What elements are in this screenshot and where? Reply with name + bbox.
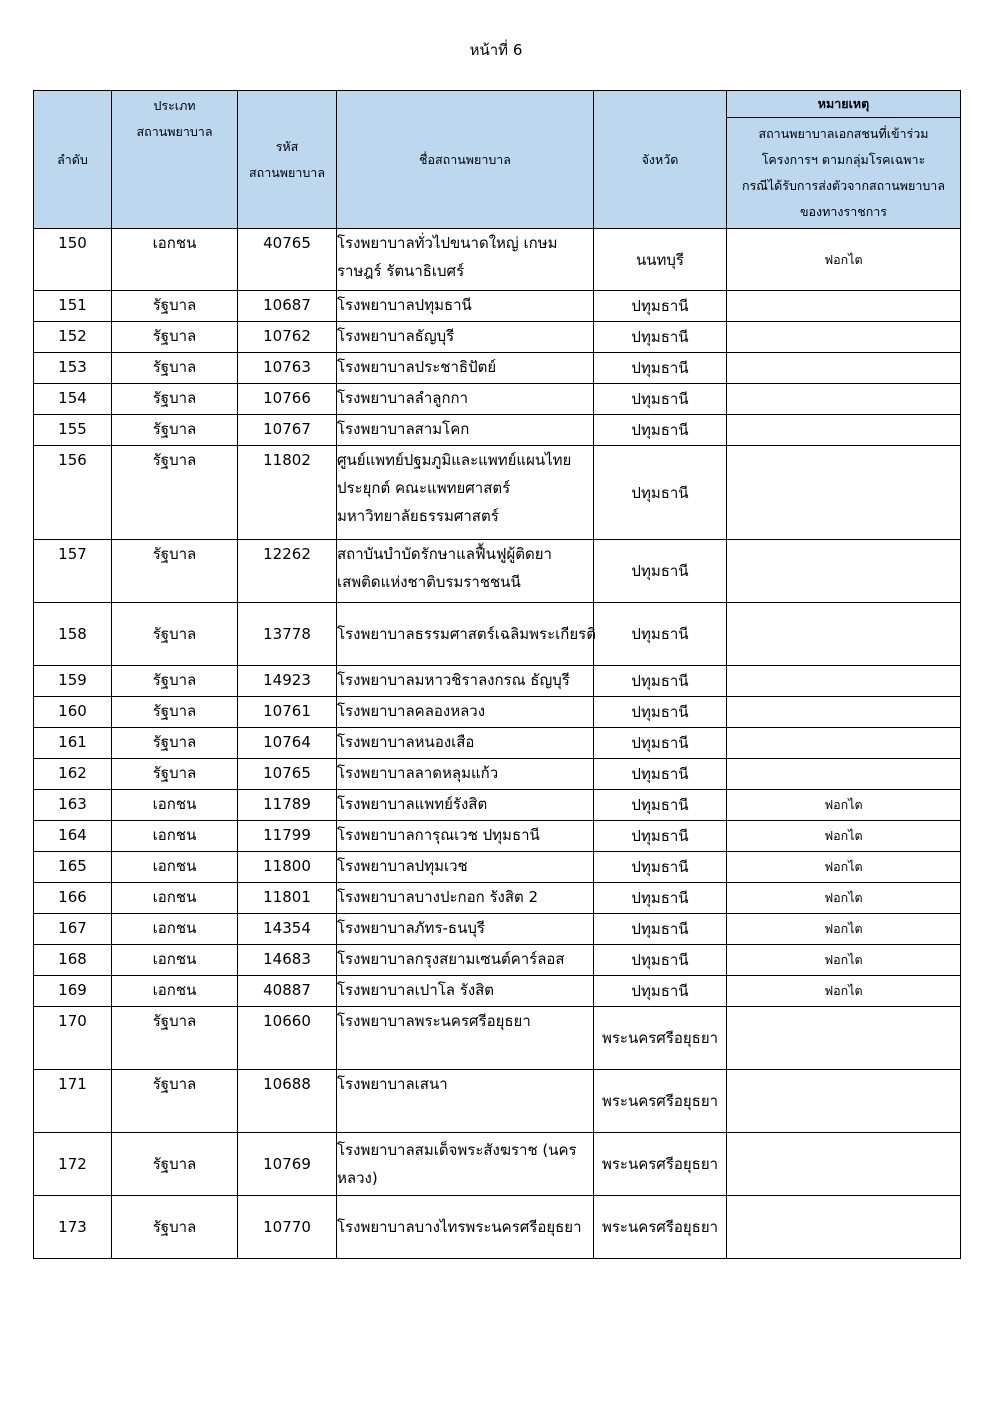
row-remark [727,1070,961,1133]
row-hospital-name-line: โรงพยาบาลปทุมธานี [337,296,472,314]
row-seq: 173 [34,1196,112,1259]
row-hospital-name-line: โรงพยาบาลแพทย์รังสิต [337,795,488,813]
row-hospital-name-line: ศูนย์แพทย์ปฐมภูมิและแพทย์แผนไทย [337,451,572,469]
row-type: รัฐบาล [112,759,238,790]
row-hospital-name [337,976,594,1007]
row-type: เอกชน [112,790,238,821]
row-code: 10763 [238,353,337,384]
row-remark [727,1007,961,1070]
row-seq: 168 [34,945,112,976]
row-hospital-name-line: โรงพยาบาลลาดหลุมแก้ว [337,764,499,782]
row-hospital-name [337,1196,594,1259]
row-province: ปทุมธานี [594,353,727,384]
row-code: 10766 [238,384,337,415]
page-title: หน้าที่ 6 [469,41,523,59]
row-remark [727,1133,961,1196]
header-type [112,91,238,229]
row-remark [727,759,961,790]
row-hospital-name [337,291,594,322]
row-seq: 155 [34,415,112,446]
row-code: 10764 [238,728,337,759]
table-row [34,852,961,883]
table-row [34,666,961,697]
row-type: รัฐบาล [112,697,238,728]
row-seq: 171 [34,1070,112,1133]
row-hospital-name-line: มหาวิทยาลัยธรรมศาสตร์ [337,507,499,525]
row-province: ปทุมธานี [594,540,727,603]
row-seq: 153 [34,353,112,384]
row-province: ปทุมธานี [594,697,727,728]
row-hospital-name [337,914,594,945]
row-province: ปทุมธานี [594,976,727,1007]
row-remark: ฟอกไต [727,976,961,1007]
row-code: 11801 [238,883,337,914]
row-seq: 154 [34,384,112,415]
header-remarks-sub-line2: โครงการฯ ตามกลุ่มโรคเฉพาะ [761,152,926,167]
row-province: ปทุมธานี [594,945,727,976]
row-seq: 165 [34,852,112,883]
table-row [34,945,961,976]
row-seq: 158 [34,603,112,666]
header-remarks-sub-line4: ของทางราชการ [799,204,888,219]
table-row [34,976,961,1007]
row-province: ปทุมธานี [594,446,727,540]
row-province: ปทุมธานี [594,322,727,353]
row-hospital-name-line: โรงพยาบาลลำลูกกา [337,389,469,407]
row-hospital-name-line: เสพติดแห่งชาติบรมราชชนนี [337,573,521,591]
row-remark: ฟอกไต [727,790,961,821]
row-code: 13778 [238,603,337,666]
row-hospital-name [337,415,594,446]
row-code: 10688 [238,1070,337,1133]
header-code-line1: รหัส [275,138,299,154]
row-code: 11800 [238,852,337,883]
row-hospital-name-line: โรงพยาบาลพระนครศรีอยุธยา [337,1012,531,1030]
row-code: 11799 [238,821,337,852]
table-row [34,1007,961,1070]
row-seq: 156 [34,446,112,540]
row-province: ปทุมธานี [594,914,727,945]
row-province: ปทุมธานี [594,790,727,821]
row-hospital-name [337,1007,594,1070]
row-code: 14923 [238,666,337,697]
row-seq: 172 [34,1133,112,1196]
row-type: รัฐบาล [112,353,238,384]
row-type: รัฐบาล [112,1133,238,1196]
table-row [34,1196,961,1259]
row-hospital-name [337,446,594,540]
row-type: รัฐบาล [112,540,238,603]
row-type: เอกชน [112,229,238,291]
row-hospital-name [337,883,594,914]
row-province: ปทุมธานี [594,821,727,852]
row-remark: ฟอกไต [727,914,961,945]
row-type: เอกชน [112,945,238,976]
row-hospital-name [337,759,594,790]
row-code: 11802 [238,446,337,540]
table-row [34,759,961,790]
row-code: 11789 [238,790,337,821]
row-type: รัฐบาล [112,322,238,353]
table-row [34,603,961,666]
row-province: พระนครศรีอยุธยา [594,1070,727,1133]
row-hospital-name [337,1070,594,1133]
row-seq: 166 [34,883,112,914]
row-type: รัฐบาล [112,1007,238,1070]
row-province: ปทุมธานี [594,666,727,697]
table-row [34,821,961,852]
table-row [34,1070,961,1133]
row-hospital-name-line: โรงพยาบาลปทุมเวช [337,857,468,875]
row-code: 10770 [238,1196,337,1259]
row-remark [727,291,961,322]
header-province: จังหวัด [594,91,727,229]
row-remark [727,415,961,446]
row-province: นนทบุรี [594,229,727,291]
row-seq: 170 [34,1007,112,1070]
row-code: 14354 [238,914,337,945]
row-remark [727,322,961,353]
row-code: 14683 [238,945,337,976]
row-code: 10767 [238,415,337,446]
row-type: รัฐบาล [112,1196,238,1259]
row-code: 12262 [238,540,337,603]
row-hospital-name-line: ราษฎร์ รัตนาธิเบศร์ [337,262,465,280]
row-hospital-name-line: โรงพยาบาลการุณเวช ปทุมธานี [337,826,540,844]
row-type: รัฐบาล [112,415,238,446]
row-hospital-name-line: โรงพยาบาลสามโคก [337,420,470,438]
row-hospital-name [337,728,594,759]
row-code: 10769 [238,1133,337,1196]
row-seq: 159 [34,666,112,697]
row-hospital-name [337,322,594,353]
row-remark: ฟอกไต [727,229,961,291]
row-type: เอกชน [112,852,238,883]
row-seq: 163 [34,790,112,821]
header-code-line2: สถานพยาบาล [249,164,325,180]
row-remark [727,1196,961,1259]
row-type: รัฐบาล [112,1070,238,1133]
row-hospital-name-line: โรงพยาบาลคลองหลวง [337,702,486,720]
row-type: เอกชน [112,883,238,914]
header-name: ชื่อสถานพยาบาล [337,91,594,229]
row-type: เอกชน [112,976,238,1007]
row-hospital-name [337,821,594,852]
row-hospital-name-line: สถาบันบำบัดรักษาแลฟื้นฟูผู้ติดยา [337,545,552,563]
row-province: พระนครศรีอยุธยา [594,1007,727,1070]
table-row [34,1133,961,1196]
row-code: 10660 [238,1007,337,1070]
row-hospital-name-line: หลวง) [337,1169,378,1187]
row-hospital-name [337,353,594,384]
row-hospital-name-line: โรงพยาบาลทั่วไปขนาดใหญ่ เกษม [337,234,558,252]
row-hospital-name-line: โรงพยาบาลเปาโล รังสิต [337,981,495,999]
row-province: ปทุมธานี [594,603,727,666]
row-hospital-name [337,697,594,728]
table-row [34,384,961,415]
row-seq: 161 [34,728,112,759]
row-seq: 169 [34,976,112,1007]
row-hospital-name [337,229,594,291]
row-hospital-name-line: โรงพยาบาลภัทร-ธนบุรี [337,919,485,937]
row-remark [727,540,961,603]
row-remark [727,697,961,728]
row-type: รัฐบาล [112,446,238,540]
table-row [34,322,961,353]
row-hospital-name-line: โรงพยาบาลกรุงสยามเซนต์คาร์ลอส [337,950,565,968]
row-province: พระนครศรีอยุธยา [594,1196,727,1259]
row-type: รัฐบาล [112,603,238,666]
row-remark [727,728,961,759]
header-seq: ลำดับ [34,91,112,229]
row-hospital-name-line: โรงพยาบาลธัญบุรี [337,327,455,345]
row-seq: 150 [34,229,112,291]
hospital-table [33,90,961,1259]
row-province: ปทุมธานี [594,883,727,914]
table-row [34,446,961,540]
row-type: เอกชน [112,821,238,852]
row-code: 40765 [238,229,337,291]
row-type: รัฐบาล [112,666,238,697]
row-hospital-name [337,852,594,883]
table-row [34,353,961,384]
row-hospital-name-line: ประยุกต์ คณะแพทยศาสตร์ [337,479,511,497]
row-remark [727,384,961,415]
header-remarks-sub [727,118,961,229]
table-row [34,790,961,821]
row-type: รัฐบาล [112,291,238,322]
header-type-line1: ประเภท [153,98,196,113]
row-province: ปทุมธานี [594,415,727,446]
row-hospital-name-line: โรงพยาบาลธรรมศาสตร์เฉลิมพระเกียรติ [337,625,596,643]
row-province: ปทุมธานี [594,291,727,322]
row-code: 10761 [238,697,337,728]
row-remark: ฟอกไต [727,821,961,852]
row-type: รัฐบาล [112,728,238,759]
row-hospital-name [337,540,594,603]
row-type: รัฐบาล [112,384,238,415]
row-province: ปทุมธานี [594,759,727,790]
row-hospital-name [337,384,594,415]
row-remark [727,446,961,540]
table-row [34,540,961,603]
table-row [34,291,961,322]
table-row [34,914,961,945]
row-remark: ฟอกไต [727,883,961,914]
header-remarks: หมายเหตุ [727,91,961,118]
row-hospital-name-line: โรงพยาบาลบางไทรพระนครศรีอยุธยา [337,1218,582,1236]
row-hospital-name [337,666,594,697]
row-remark: ฟอกไต [727,945,961,976]
row-hospital-name [337,1133,594,1196]
row-code: 40887 [238,976,337,1007]
row-seq: 162 [34,759,112,790]
row-code: 10762 [238,322,337,353]
row-seq: 157 [34,540,112,603]
row-hospital-name-line: โรงพยาบาลบางปะกอก รังสิต 2 [337,888,539,906]
table-row [34,415,961,446]
table-row [34,697,961,728]
row-seq: 160 [34,697,112,728]
row-code: 10765 [238,759,337,790]
table-body [34,229,961,1259]
row-hospital-name-line: โรงพยาบาลมหาวชิราลงกรณ ธัญบุรี [337,671,570,689]
row-hospital-name [337,603,594,666]
row-hospital-name-line: โรงพยาบาลประชาธิปัตย์ [337,358,497,376]
row-hospital-name-line: โรงพยาบาลเสนา [337,1075,448,1093]
row-remark: ฟอกไต [727,852,961,883]
row-seq: 164 [34,821,112,852]
row-hospital-name-line: โรงพยาบาลสมเด็จพระสังฆราช (นคร [337,1141,577,1159]
header-type-line2: สถานพยาบาล [136,124,213,139]
row-hospital-name [337,790,594,821]
row-province: พระนครศรีอยุธยา [594,1133,727,1196]
row-seq: 151 [34,291,112,322]
row-remark [727,603,961,666]
row-seq: 167 [34,914,112,945]
row-type: เอกชน [112,914,238,945]
table-row [34,883,961,914]
row-remark [727,353,961,384]
row-remark [727,666,961,697]
row-seq: 152 [34,322,112,353]
header-code [238,91,337,229]
table-row [34,229,961,291]
row-code: 10687 [238,291,337,322]
header-remarks-sub-line3: กรณีได้รับการส่งตัวจากสถานพยาบาล [742,178,945,193]
row-province: ปทุมธานี [594,852,727,883]
table-row [34,728,961,759]
row-province: ปทุมธานี [594,384,727,415]
header-remarks-sub-line1: สถานพยาบาลเอกสชนที่เข้าร่วม [758,126,929,141]
row-hospital-name [337,945,594,976]
row-hospital-name-line: โรงพยาบาลหนองเสือ [337,733,475,751]
row-province: ปทุมธานี [594,728,727,759]
